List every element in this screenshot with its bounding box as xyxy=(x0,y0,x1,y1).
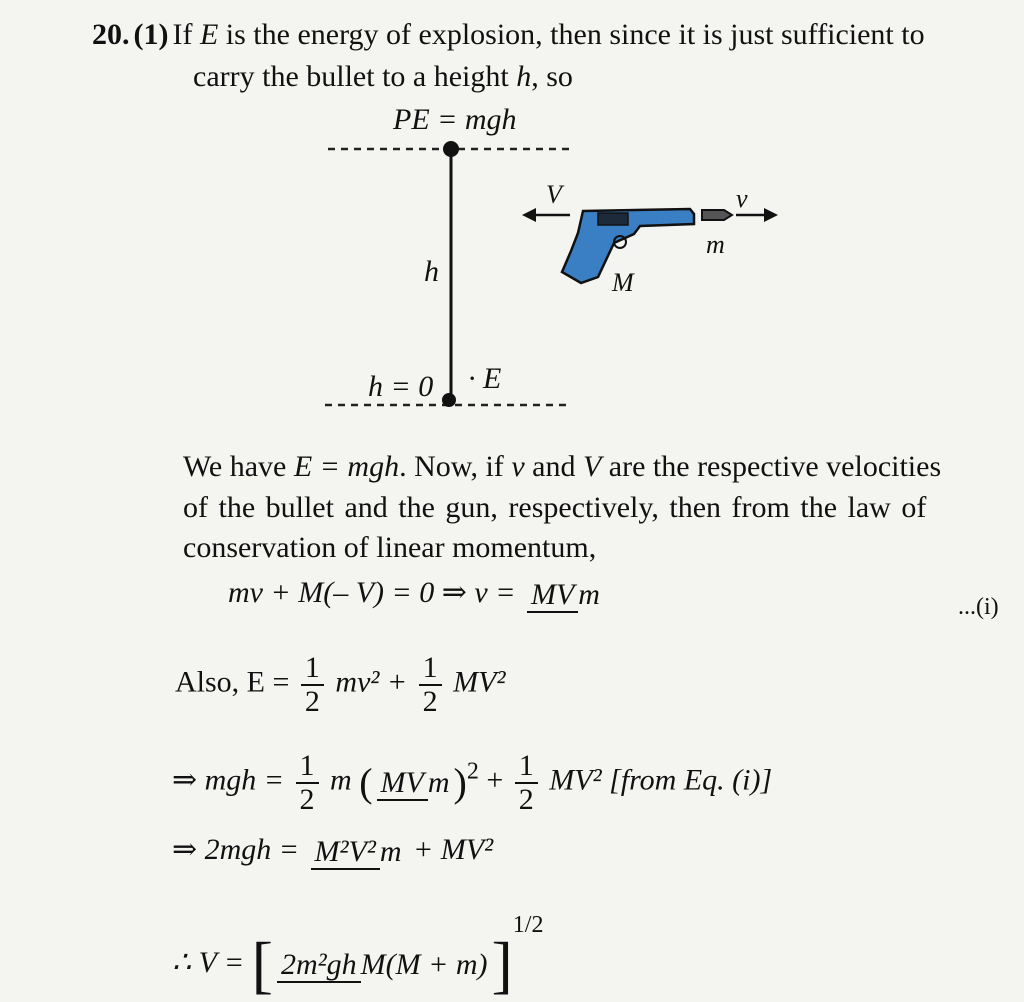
m-label: m xyxy=(706,230,725,259)
h-label: h xyxy=(424,255,439,288)
equation-substitution: ⇒ mgh = $\frac{1}{2}$ m ( MV m )$^2$ + $\frac{1}{2}$ MV² [from Eq. (i)] xyxy=(172,749,773,816)
bottom-dot xyxy=(442,393,456,407)
paragraph-line1: We have E = mgh. Now, if v and V are the respective velocities xyxy=(183,450,942,483)
h0-label: h = 0 xyxy=(368,370,434,403)
equation-result: ∴ V = [ 2m²gh M(M + m)]$^{1/2}$ xyxy=(172,912,544,1001)
v-label: v xyxy=(736,184,748,213)
M-label: M xyxy=(612,268,634,297)
E-label: · E xyxy=(468,362,502,395)
pe-label: PE = mgh xyxy=(393,103,517,136)
bullet-icon xyxy=(702,210,732,220)
V-label: V xyxy=(546,180,562,209)
equation-simplified: ⇒ 2mgh = M²V² m + MV² xyxy=(172,833,494,869)
equation-momentum: mv + M(– V) = 0 ⇒ v = MV m xyxy=(228,576,600,612)
equation-tag: ...(i) xyxy=(958,594,999,620)
paragraph-line2: of the bullet and the gun, respectively, then from the law of xyxy=(183,491,927,524)
top-dot xyxy=(443,141,459,157)
problem-number: 20. xyxy=(92,18,130,51)
equation-energy: Also, E = $\frac{1}{2}$ mv² + $\frac{1}{2}$ MV² xyxy=(175,651,506,718)
problem-intro-line1: 20. (1) If E is the energy of explosion, then since it is just sufficient to xyxy=(92,18,925,51)
paragraph-line3: conservation of linear momentum, xyxy=(183,531,597,564)
answer-option: (1) xyxy=(133,18,169,51)
problem-intro-line2: carry the bullet to a height h, so xyxy=(193,60,573,93)
